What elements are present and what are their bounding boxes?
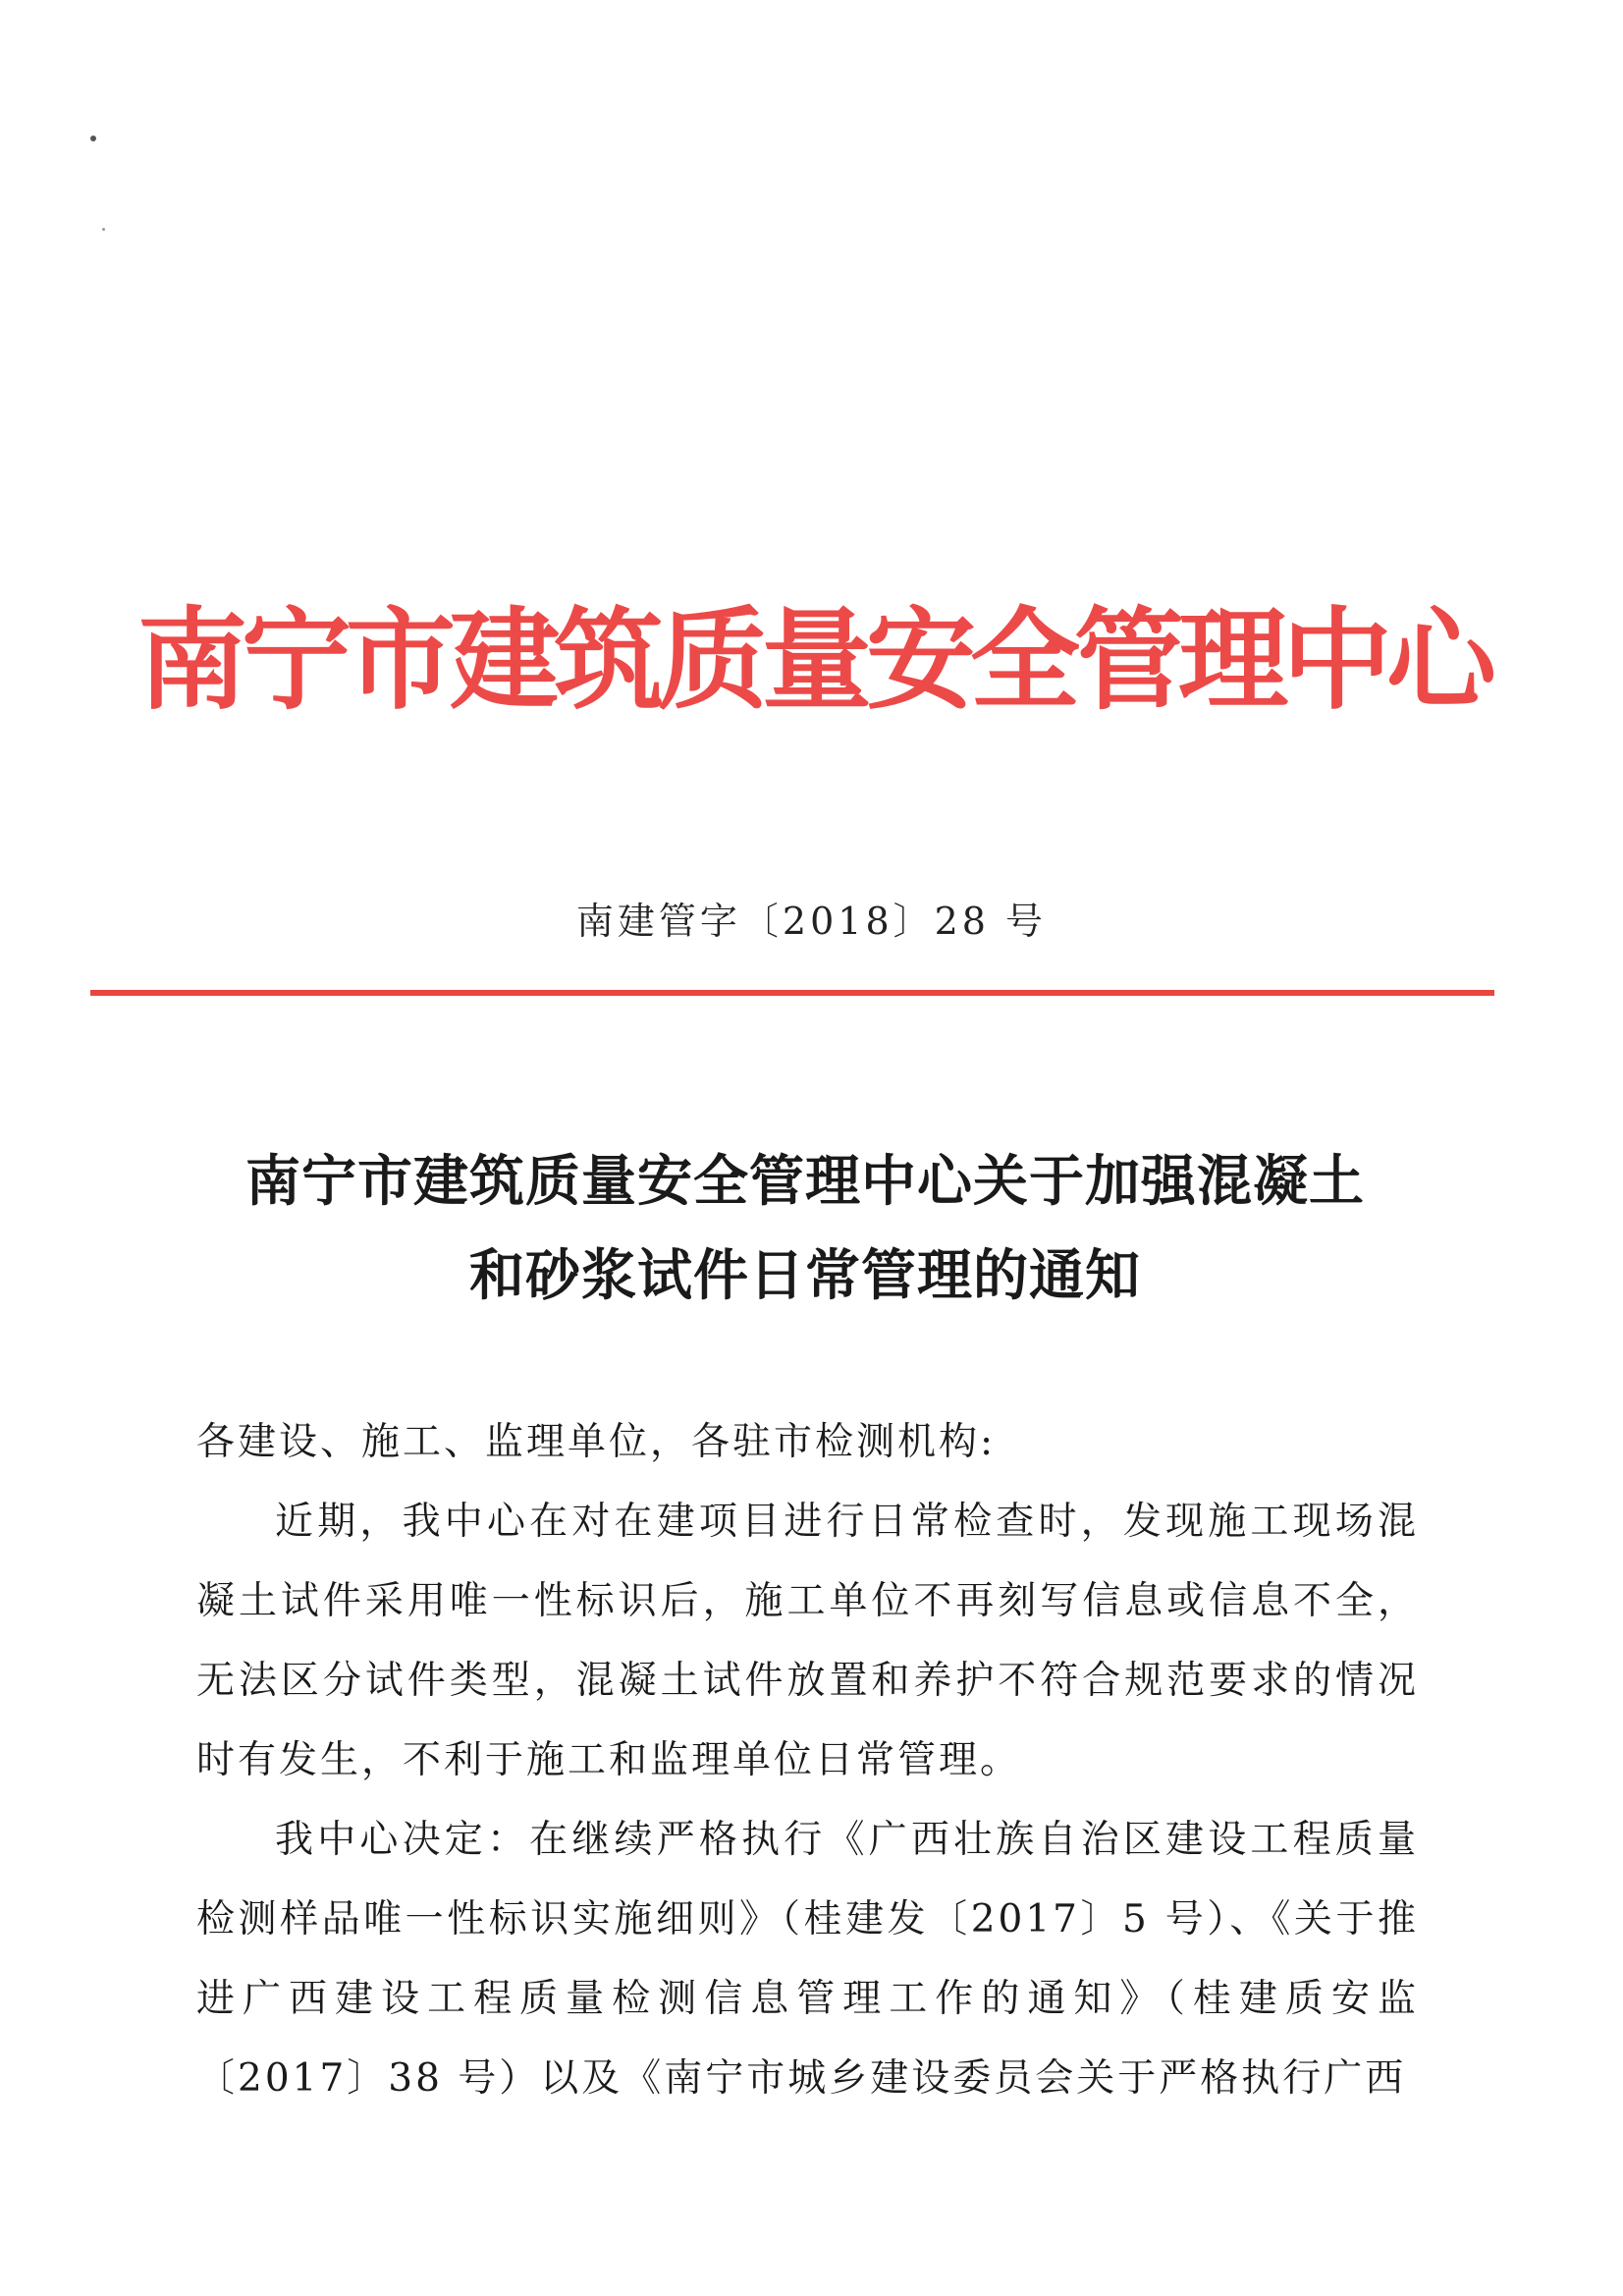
issuing-organization-header: 南宁市建筑质量安全管理中心 — [137, 596, 1490, 725]
title-line-1: 南宁市建筑质量安全管理中心关于加强混凝土 — [245, 1149, 1365, 1214]
document-body — [196, 1402, 1419, 2118]
scan-speck — [90, 136, 96, 141]
header-divider-line — [90, 990, 1494, 996]
body-paragraph-2: 我中心决定：在继续严格执行《广西壮族自治区建设工程质量检测样品唯一性标识实施细则》（桂建发〔2017〕5 号）、《关于推进广西建设工程质量检测信息管理工作的通知》（桂建质安监〔2017〕38 号）以及《南宁市城乡建设委员会关于严格执行广西 — [196, 1818, 1419, 2101]
scan-speck — [102, 228, 105, 231]
title-line-2: 和砂浆试件日常管理的通知 — [469, 1243, 1141, 1308]
document-title — [118, 1134, 1492, 1323]
document-number: 南建管字〔2018〕28 号 — [575, 900, 1048, 943]
salutation: 各建设、施工、监理单位，各驻市检测机构: — [196, 1420, 997, 1464]
body-paragraph-1: 近期，我中心在对在建项目进行日常检查时，发现施工现场混凝土试件采用唯一性标识后，施工单位不再刻写信息或信息不全，无法区分试件类型，混凝土试件放置和养护不符合规范要求的情况时有发生，不利于施工和监理单位日常管理。 — [196, 1500, 1419, 1782]
